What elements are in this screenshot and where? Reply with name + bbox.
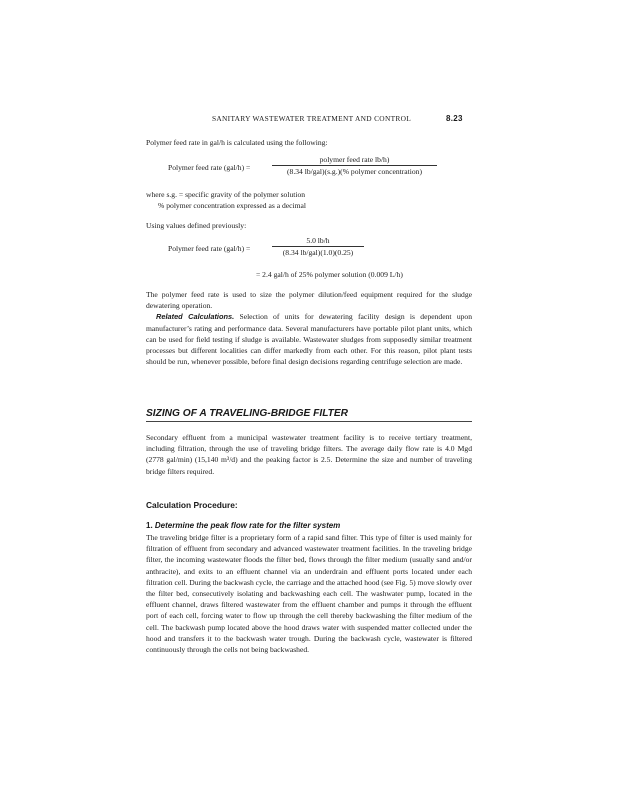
equation-2-fraction	[272, 236, 364, 257]
equation-2-result: = 2.4 gal/h of 25% polymer solution (0.009 L/h)	[256, 270, 403, 279]
equation-1-fraction	[272, 155, 437, 176]
using-text: Using values defined previously:	[146, 221, 247, 230]
step-1-title: Determine the peak flow rate for the filter system	[154, 521, 341, 530]
step-1-text: The traveling bridge filter is a proprietary form of a rapid sand filter. This type of filter is used mainly for filtration of effluent from secondary and advanced wastewater treatment facilities. In the traveling bridge filter, the incoming wastewater floods the filter bed, flows through the filter medium (usually sand and/or anthracite), and exits to an effluent channel via an underdrain and effluent ports located under each filtration cell. During the backwash cycle, the carriage and the attached hood (see Fig. 5) move slowly over the filter bed, consecutively isolating and backwashing each cell. The washwater pump, located in the effluent channel, draws filtered wastewater from the effluent chamber and pumps it through the effluent port of each cell, forcing water to flow up through the cell thereby backwashing the filter medium of the cell. The backwash pump located above the hood draws water with suspended matter collected under the hood and transfers it to the backwash water trough. During the backwash cycle, wastewater is filtered continuously through the cells not being backwashed.	[146, 533, 472, 655]
running-header: SANITARY WASTEWATER TREATMENT AND CONTROL	[212, 114, 412, 123]
equation-2-denominator: (8.34 lb/gal)(1.0)(0.25)	[272, 246, 364, 257]
calculation-procedure-heading: Calculation Procedure:	[146, 500, 238, 510]
equation-1-denominator: (8.34 lb/gal)(s.g.)(% polymer concentration)	[272, 165, 437, 176]
equation-2-lhs: Polymer feed rate (gal/h) =	[168, 244, 251, 253]
intro-text: Polymer feed rate in gal/h is calculated using the following:	[146, 138, 328, 147]
equation-1-numerator: polymer feed rate lb/h)	[319, 155, 390, 164]
related-calculations-text: Selection of units for dewatering facility design is dependent upon manufacturer’s rating and performance data. Several manufacturers have portable pilot plant units, which can be used for field testing if sludge is available. Wastewater sludges from supposedly similar treatment processes but different localities can differ markedly from each other. For this reason, pilot plant tests should be run, whenever possible, before final design decisions regarding centrifuge selection are made.	[146, 312, 473, 367]
step-1-number: 1.	[146, 521, 153, 530]
equation-1-lhs: Polymer feed rate (gal/h) =	[168, 163, 251, 172]
page-number: 8.23	[446, 114, 463, 123]
step-1-heading	[146, 521, 340, 530]
where-line-2: % polymer concentration expressed as a decimal	[158, 201, 307, 210]
section-title: SIZING OF A TRAVELING-BRIDGE FILTER	[146, 408, 472, 422]
where-line-1: where s.g. = specific gravity of the polymer solution	[146, 190, 306, 199]
equation-2-numerator: 5.0 lb/h	[306, 236, 330, 245]
section-intro: Secondary effluent from a municipal wastewater treatment facility is to receive tertiary treatment, including filtration, through the use of traveling bridge filters. The average daily flow rate is 4.0 Mgd (2778 gal/min) (15,140 m³/d) and the peaking factor is 2.5. Determine the size and number of traveling bridge filters required.	[146, 433, 472, 476]
related-calculations-heading: Related Calculations.	[156, 312, 235, 322]
feed-rate-paragraph	[146, 289, 472, 367]
feed-rate-text: The polymer feed rate is used to size the polymer dilution/feed equipment required for the sludge dewatering operation.	[146, 290, 472, 311]
